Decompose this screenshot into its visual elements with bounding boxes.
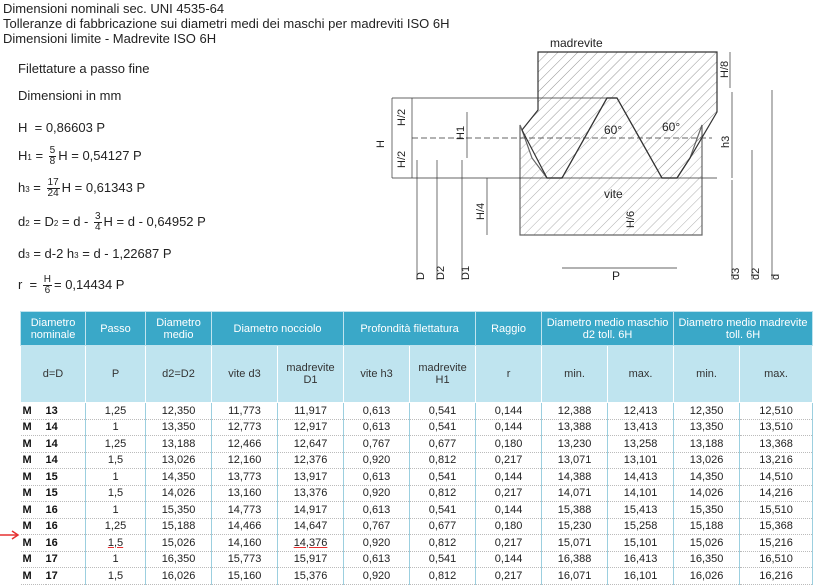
table-cell: 0,767 [344,436,410,453]
col-subheader: d=D [21,346,86,403]
col-header: Raggio [476,312,542,346]
table-cell: 16 [46,518,86,535]
table-cell: 13,413 [608,419,674,436]
table-cell: 13,101 [608,452,674,469]
table-body [21,403,813,585]
thread-table-container [20,311,808,582]
table-cell: 14,216 [740,485,813,502]
table-cell: 15,350 [674,502,740,519]
fraction-17-24: $\frac{17}{24}$ [47,177,59,199]
table-cell: 15,026 [146,535,212,552]
thread-prefix: M [21,518,46,535]
table-cell: 0,144 [476,419,542,436]
col-subheader: min. [542,346,608,403]
table-cell: 14,466 [212,518,278,535]
table-cell: 0,767 [344,518,410,535]
table-cell: 13,917 [278,469,344,486]
table-cell: 16,216 [740,568,813,585]
table-cell: 1 [86,551,146,568]
table-cell: 15,773 [212,551,278,568]
table-cell: 0,144 [476,469,542,486]
table-cell: 16,388 [542,551,608,568]
col-header: Diametro medio maschio d2 toll. 6H [542,312,674,346]
table-cell: 16,101 [608,568,674,585]
table-cell: 12,350 [146,403,212,420]
label-deg1: 60° [604,123,623,137]
table-cell: 1,25 [86,518,146,535]
table-cell: 16,071 [542,568,608,585]
table-row [21,419,813,436]
formula-d3: d3 = d-2 h3 = d - 1,22687 P [18,246,172,261]
col-header: Diametro medio [146,312,212,346]
table-cell: 14,917 [278,502,344,519]
label-D2: D2 [435,265,447,280]
table-cell: 0,541 [410,469,476,486]
table-cell: 0,613 [344,403,410,420]
thread-prefix: M [21,452,46,469]
table-cell: 0,812 [410,452,476,469]
table-row [21,469,813,486]
formula-H-value: = 0,86603 P [34,120,106,135]
thread-table [20,311,813,585]
table-cell: 0,812 [410,568,476,585]
table-cell: 14,101 [608,485,674,502]
label-D: D [415,272,427,280]
table-cell: 14,071 [542,485,608,502]
table-cell: 13,071 [542,452,608,469]
table-cell: 12,510 [740,403,813,420]
table-cell: 0,920 [344,535,410,552]
col-header: Diametro nominale [21,312,86,346]
thread-prefix: M [21,485,46,502]
table-cell: 11,917 [278,403,344,420]
red-arrow-icon [0,530,20,540]
table-cell: 16,026 [146,568,212,585]
table-cell: 16,413 [608,551,674,568]
col-subheader: madrevite D1 [278,346,344,403]
table-cell: 0,541 [410,502,476,519]
table-cell: 0,144 [476,551,542,568]
table-row [21,535,813,552]
table-cell: 0,541 [410,419,476,436]
table-row [21,436,813,453]
header-line-2: Tolleranze di fabbricazione sui diametri medi dei maschi per madreviti ISO 6H [3,16,450,31]
table-cell: 0,920 [344,568,410,585]
thread-prefix: M [21,568,46,585]
table-cell: 0,144 [476,403,542,420]
table-cell: 13,026 [146,452,212,469]
table-cell: 13,258 [608,436,674,453]
table-cell: 13,510 [740,419,813,436]
table-cell: 0,217 [476,452,542,469]
table-cell: 12,773 [212,419,278,436]
header-line-1: Dimensioni nominali sec. UNI 4535-64 [3,1,225,16]
table-cell: 0,180 [476,518,542,535]
table-cell: 1,5 [86,452,146,469]
formula-d2: d2 = D2 = d - $\frac{3}{4}$ H = d - 0,64952 P [18,211,206,233]
table-cell: 14,026 [146,485,212,502]
col-subheader: P [86,346,146,403]
label-H2a: H/2 [396,108,408,126]
table-row [21,452,813,469]
col-subheader: min. [674,346,740,403]
col-header: Profondità filettatura [344,312,476,346]
table-cell: 0,812 [410,485,476,502]
label-d2: d2 [750,267,762,280]
label-d3: d3 [730,267,742,280]
thread-prefix: M [21,419,46,436]
table-cell: 12,376 [278,452,344,469]
thread-prefix: M [21,403,46,420]
fraction-5-8: $\frac{5}{8}$ [49,145,56,167]
table-cell: 15,413 [608,502,674,519]
table-cell: 13 [46,403,86,420]
table-cell: 12,388 [542,403,608,420]
header-line-3: Dimensioni limite - Madrevite ISO 6H [3,31,217,46]
table-cell: 15,917 [278,551,344,568]
table-cell: 14,413 [608,469,674,486]
table-cell: 15,160 [212,568,278,585]
table-cell: 11,773 [212,403,278,420]
table-cell: 13,160 [212,485,278,502]
table-cell: 15,510 [740,502,813,519]
col-header: Passo [86,312,146,346]
table-cell: 0,217 [476,568,542,585]
col-subheader: vite d3 [212,346,278,403]
table-cell: 0,541 [410,403,476,420]
table-cell: 13,388 [542,419,608,436]
table-cell: 13,230 [542,436,608,453]
table-cell: 0,144 [476,502,542,519]
table-cell: 13,026 [674,452,740,469]
table-subheader-row [21,346,813,403]
table-header-row [21,312,813,346]
table-cell: 0,180 [476,436,542,453]
label-madrevite: madrevite [550,36,603,50]
table-cell: 13,376 [278,485,344,502]
table-cell: 15,376 [278,568,344,585]
table-cell: 14,160 [212,535,278,552]
table-cell: 12,350 [674,403,740,420]
thread-prefix: M [21,551,46,568]
col-header: Diametro medio madrevite toll. 6H [674,312,813,346]
table-cell: 14,773 [212,502,278,519]
label-H4: H/4 [475,202,487,220]
table-cell: 13,773 [212,469,278,486]
table-cell: 0,677 [410,436,476,453]
formula-H1: H1 = $\frac{5}{8}$ H = 0,54127 P [18,145,142,167]
table-cell: 16,026 [674,568,740,585]
table-cell: 13,188 [674,436,740,453]
table-cell: 1,5 [86,535,146,552]
table-cell: 14,376 [278,535,344,552]
table-cell: 0,217 [476,485,542,502]
table-cell: 0,613 [344,551,410,568]
table-cell: 16,350 [146,551,212,568]
table-cell: 16 [46,502,86,519]
table-cell: 14,350 [674,469,740,486]
table-cell: 15,071 [542,535,608,552]
table-cell: 0,613 [344,419,410,436]
subtitle-fine-pitch: Filettature a passo fine [18,61,150,76]
table-cell: 12,160 [212,452,278,469]
label-deg2: 60° [662,120,681,134]
subtitle-units: Dimensioni in mm [18,88,122,103]
table-row [21,551,813,568]
table-cell: 17 [46,568,86,585]
table-cell: 1,5 [86,485,146,502]
table-cell: 14,647 [278,518,344,535]
table-cell: 14 [46,452,86,469]
table-cell: 17 [46,551,86,568]
table-cell: 16,510 [740,551,813,568]
label-D1: D1 [460,265,472,280]
col-subheader: r [476,346,542,403]
table-cell: 13,216 [740,452,813,469]
table-row [21,485,813,502]
table-cell: 0,677 [410,518,476,535]
col-subheader: max. [740,346,813,403]
fraction-3-4: $\frac{3}{4}$ [94,211,101,233]
label-H2b: H/2 [396,150,408,168]
table-cell: 15 [46,469,86,486]
label-h3: h3 [720,135,732,148]
table-cell: 15,188 [674,518,740,535]
table-cell: 1,25 [86,403,146,420]
table-cell: 14,350 [146,469,212,486]
thread-prefix: M [21,469,46,486]
table-cell: 15,101 [608,535,674,552]
table-cell: 0,920 [344,452,410,469]
table-cell: 1 [86,419,146,436]
table-row [21,568,813,585]
table-cell: 0,920 [344,485,410,502]
col-subheader: madrevite H1 [410,346,476,403]
thread-prefix: M [21,502,46,519]
table-cell: 15,388 [542,502,608,519]
col-header: Diametro nocciolo [212,312,344,346]
table-cell: 15,368 [740,518,813,535]
formula-h3: h3 = $\frac{17}{24}$ H = 0,61343 P [18,177,146,199]
table-cell: 15 [46,485,86,502]
table-cell: 0,541 [410,551,476,568]
table-cell: 13,188 [146,436,212,453]
table-cell: 15,026 [674,535,740,552]
table-cell: 14 [46,436,86,453]
table-cell: 13,368 [740,436,813,453]
label-d: d [770,273,782,280]
table-row [21,502,813,519]
table-cell: 16,350 [674,551,740,568]
table-row [21,518,813,535]
table-cell: 15,188 [146,518,212,535]
thread-prefix: M [21,535,46,552]
table-cell: 13,350 [146,419,212,436]
table-cell: 14 [46,419,86,436]
table-row [21,403,813,420]
table-cell: 15,230 [542,518,608,535]
table-cell: 0,613 [344,502,410,519]
col-subheader: vite h3 [344,346,410,403]
label-P: P [612,269,621,283]
table-cell: 0,613 [344,469,410,486]
table-cell: 15,258 [608,518,674,535]
formula-r: r = $\frac{H}{6}$ = 0,14434 P [18,274,125,296]
table-cell: 12,413 [608,403,674,420]
label-H1: H1 [455,125,467,140]
table-cell: 1 [86,469,146,486]
table-cell: 0,217 [476,535,542,552]
label-H8: H/8 [719,60,731,78]
formula-H: H = 0,86603 P [18,120,106,135]
table-cell: 15,216 [740,535,813,552]
table-cell: 16 [46,535,86,552]
table-cell: 1,5 [86,568,146,585]
table-cell: 12,917 [278,419,344,436]
table-cell: 12,466 [212,436,278,453]
table-cell: 1 [86,502,146,519]
table-cell: 14,026 [674,485,740,502]
col-subheader: d2=D2 [146,346,212,403]
table-cell: 0,812 [410,535,476,552]
label-H: H [375,140,387,148]
label-vite: vite [604,187,623,201]
thread-prefix: M [21,436,46,453]
col-subheader: max. [608,346,674,403]
label-H6: H/6 [625,210,637,228]
thread-profile-diagram [372,30,792,290]
table-cell: 13,350 [674,419,740,436]
table-cell: 15,350 [146,502,212,519]
table-cell: 12,647 [278,436,344,453]
table-cell: 14,388 [542,469,608,486]
fraction-H-6: $\frac{H}{6}$ [43,274,51,296]
table-cell: 14,510 [740,469,813,486]
table-cell: 1,25 [86,436,146,453]
